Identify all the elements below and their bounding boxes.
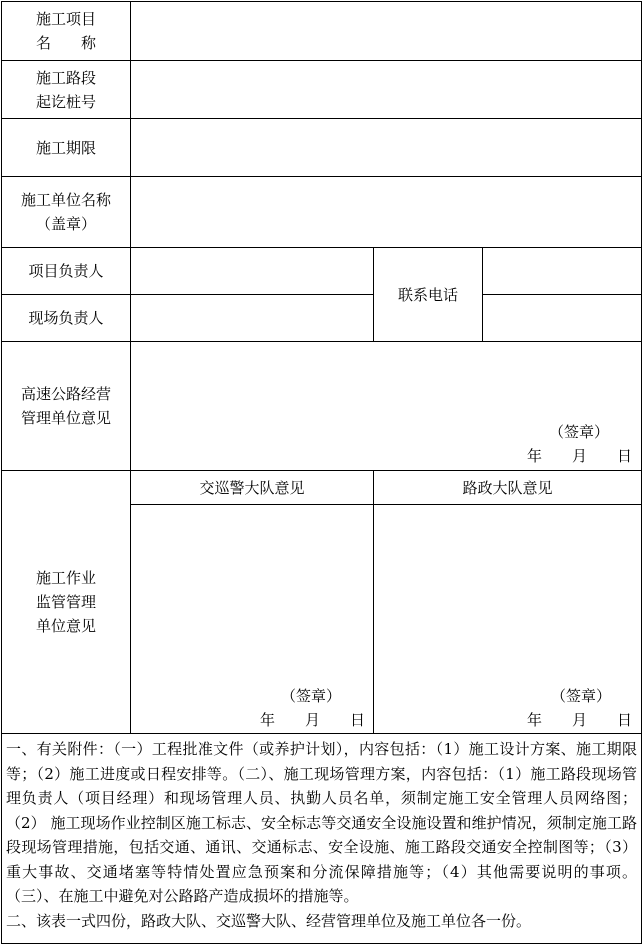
site-leader-field[interactable] — [131, 295, 374, 342]
traffic-police-opinion-header: 交巡警大队意见 — [131, 471, 374, 505]
section-label-line1: 施工路段 — [35, 68, 96, 87]
construction-unit-label — [2, 177, 131, 248]
period-field[interactable] — [131, 119, 642, 177]
road-admin-sign-text: （签章） — [551, 687, 612, 705]
traffic-police-opinion-field[interactable] — [131, 505, 374, 734]
section-label — [2, 61, 131, 119]
highway-sign-text: （签章） — [549, 423, 610, 441]
section-field[interactable] — [131, 61, 642, 119]
section-label-line2: 起讫桩号 — [35, 92, 96, 111]
construction-unit-label-line1: 施工单位名称 — [20, 191, 111, 209]
supervision-opinion-label-line1: 施工作业 — [35, 569, 96, 587]
construction-unit-field[interactable] — [131, 177, 642, 248]
notes-paragraph-2: 二、该表一式四份，路政大队、交巡警大队、经营管理单位及施工单位各一份。 — [6, 911, 532, 930]
project-name-label — [2, 2, 131, 61]
period-label: 施工期限 — [2, 119, 131, 177]
highway-opinion-label — [2, 342, 131, 471]
site-leader-phone-field[interactable] — [483, 295, 642, 342]
highway-opinion-label-line2: 管理单位意见 — [20, 409, 111, 427]
road-admin-opinion-field[interactable] — [374, 505, 642, 734]
notes-section — [2, 734, 642, 944]
supervision-opinion-label-line2: 监管管理 — [35, 593, 96, 611]
supervision-opinion-label — [2, 471, 131, 734]
project-name-field[interactable] — [131, 2, 642, 61]
project-leader-label: 项目负责人 — [2, 248, 131, 295]
project-leader-field[interactable] — [131, 248, 374, 295]
contact-phone-label: 联系电话 — [374, 248, 483, 342]
site-leader-label: 现场负责人 — [2, 295, 131, 342]
supervision-opinion-label-line3: 单位意见 — [35, 617, 96, 635]
highway-date-text: 年 月 日 — [527, 447, 633, 465]
project-leader-phone-field[interactable] — [483, 248, 642, 295]
traffic-police-date-text: 年 月 日 — [259, 711, 365, 729]
construction-unit-label-line2: （盖章） — [35, 215, 96, 233]
traffic-police-sign-text: （签章） — [280, 687, 341, 705]
project-name-label-line1: 施工项目 — [35, 10, 96, 28]
application-form-table — [1, 1, 642, 944]
highway-opinion-field[interactable] — [131, 342, 642, 471]
road-admin-opinion-header: 路政大队意见 — [374, 471, 642, 505]
project-name-label-line2: 名 称 — [35, 34, 96, 52]
notes-paragraph-1: 一、有关附件：（一）工程批准文件（或养护计划），内容包括：（1）施工设计方案、施工期限等；（2）施工进度或日程安排等。（二）、施工现场管理方案，内容包括：（1）施工路段现场管理负责人（项目经理）和现场管理人员、执勤人员名单，须制定施工安全管理人员网络图；（2） 施工现场作业控制区施工标志、安全标志等交通安全设施设置和维护情况，须制定施工路段现场管理措施，包括交通、通讯、交通标志、安全设施、施工路段交通安全控制图等；（3）重大事故、交通堵塞等特情处置应急预案和分流保障措施等；（4）其他需要说明的事项。（三）、在施工中避免对公路路产造成损坏的措施等。 — [6, 740, 638, 905]
highway-opinion-label-line1: 高速公路经营 — [20, 385, 111, 403]
road-admin-date-text: 年 月 日 — [527, 711, 633, 729]
